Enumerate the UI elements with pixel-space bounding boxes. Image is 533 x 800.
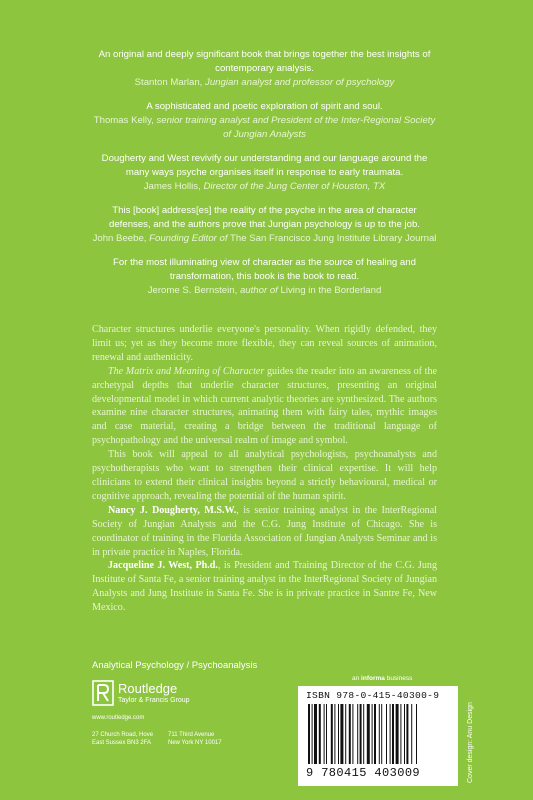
barcode-icon: [306, 704, 450, 764]
barcode-bar: [334, 704, 335, 764]
barcode-bar: [363, 704, 364, 764]
barcode-bar: [379, 704, 380, 764]
cover-design-credit: Cover design: Anu Design: [467, 702, 474, 783]
routledge-logo-icon: [92, 680, 114, 706]
barcode-bar: [319, 704, 321, 764]
address-us: 711 Third Avenue New York NY 10017: [168, 732, 222, 746]
author-bio: Nancy J. Dougherty, M.S.W., is senior training analyst in the InterRegional Society of Jungian Analysts and the C.G. Jung Institute of Chicago. She is coordinator of training in the Florida Association of Jungian Analysts Seminar and is in private practice in Naples, Florida.: [92, 504, 437, 558]
barcode-bar: [331, 704, 333, 764]
address-uk: 27 Church Road, Hove East Sussex BN3 2FA: [92, 732, 154, 746]
quote-text: Dougherty and West revivify our understanding and our language around the many ways psyche organises itself in response to early traumata.: [101, 153, 428, 178]
quote-5: [92, 256, 437, 298]
informa-business-tag: an informa business: [352, 675, 413, 682]
publisher-website: www.routledge.com: [92, 715, 145, 721]
barcode-bar: [400, 704, 401, 764]
quote-attribution: Stanton Marlan, Jungian analyst and professor of psychology: [134, 77, 395, 88]
barcode-bar: [374, 704, 376, 764]
barcode-bar: [312, 704, 313, 764]
barcode-bar: [404, 704, 405, 764]
quote-attribution: Thomas Kelly, senior training analyst and President of the Inter-Regional Society of Jungian Analysts: [93, 115, 436, 140]
barcode-bar: [381, 704, 382, 764]
barcode-number: 9 780415 403009: [306, 766, 421, 780]
quote-1: [92, 48, 437, 90]
barcode-bar: [308, 704, 310, 764]
barcode-bar: [406, 704, 408, 764]
isbn-label: ISBN 978-0-415-40300-9: [306, 690, 440, 701]
barcode-bar: [340, 704, 343, 764]
author-name: Jacqueline J. West, Ph.d.: [108, 560, 218, 572]
publisher-group: Taylor & Francis Group: [118, 697, 190, 704]
quote-4: [92, 204, 437, 246]
book-title: The Matrix and Meaning of Character: [108, 365, 265, 377]
quote-text: This [book] address[es] the reality of the psyche in the area of character defenses, and the authors prove that Jungian psychology is up to the job.: [109, 205, 420, 230]
barcode-bar: [367, 704, 370, 764]
quote-text: An original and deeply significant book that brings together the best insights of contemporary analysis.: [98, 49, 431, 74]
barcode-bar: [392, 704, 394, 764]
barcode-bar: [390, 704, 391, 764]
barcode-bar: [416, 704, 417, 764]
description-paragraph: This book will appeal to all analytical psychologists, psychoanalysts and psychotherapists who want to strengthen their clinical expertise. It will help clinicians to extend their clinical insights beyond a strictly behavioural, medical or cognitive approach, revealing the potential of the human spirit.: [92, 449, 437, 502]
quote-attribution: James Hollis, Director of the Jung Center of Houston, TX: [143, 181, 386, 192]
subject-category: Analytical Psychology / Psychoanalysis: [92, 660, 258, 671]
barcode-bar: [326, 704, 327, 764]
barcode-panel: [298, 686, 458, 786]
barcode-bar: [360, 704, 362, 764]
barcode-bar: [345, 704, 346, 764]
author-name: Nancy J. Dougherty, M.S.W.: [108, 504, 237, 516]
quote-text: A sophisticated and poetic exploration of spirit and soul.: [146, 101, 383, 112]
quote-text: For the most illuminating view of character as the source of healing and transformation, this book is the book to read.: [113, 257, 416, 282]
description-paragraph: The Matrix and Meaning of Character guides the reader into an awareness of the archetypal depths that underlie character structures, presenting an original developmental model in which current analytic theories are synthesized. The authors examine nine character structures, animating them with fairy tales, mythic images and case material, creating a bridge between the traditional language of psychopathology and the universal realm of image and symbol.: [92, 365, 437, 447]
barcode-bar: [338, 704, 339, 764]
publisher-name: Routledge: [118, 681, 178, 696]
quote-attribution: John Beebe, Founding Editor of The San Francisco Jung Institute Library Journal: [92, 233, 437, 244]
barcode-bar: [349, 704, 351, 764]
barcode-bar: [352, 704, 353, 764]
barcode-bar: [357, 704, 358, 764]
barcode-bar: [396, 704, 399, 764]
barcode-bar: [386, 704, 387, 764]
description-paragraph: Character structures underlie everyone's personality. When rigidly defended, they limit us; yet as they become more flexible, they can reveal sources of animation, renewal and authenticity.: [92, 324, 437, 363]
quote-2: [92, 100, 437, 142]
barcode-bar: [314, 704, 317, 764]
author-bio: Jacqueline J. West, Ph.d., is President and Training Director of the C.G. Jung Institute of Santa Fe, a senior training analyst in the InterRegional Society of Jungian Analysts and Jung Institute in Santa Fe. She is in private practice in Santre Fe, New Mexico.: [92, 560, 437, 614]
barcode-bar: [372, 704, 373, 764]
barcode-bar: [324, 704, 325, 764]
barcode-bar: [411, 704, 412, 764]
book-description: [92, 323, 437, 615]
praise-section: [92, 48, 437, 308]
quote-3: [92, 152, 437, 194]
quote-attribution: Jerome S. Bernstein, author of Living in the Borderland: [147, 285, 382, 296]
